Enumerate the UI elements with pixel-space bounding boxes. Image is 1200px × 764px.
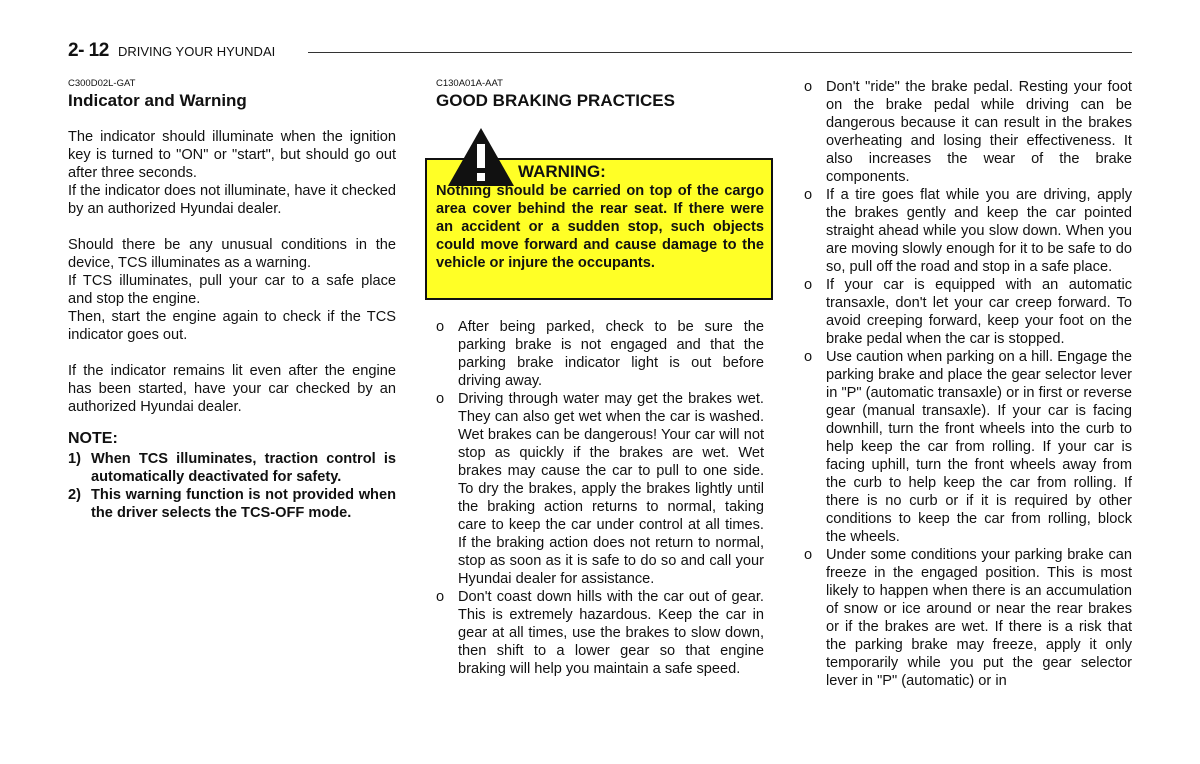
note-item bbox=[68, 450, 396, 486]
exclamation-triangle-icon bbox=[446, 126, 516, 188]
paragraph: If the indicator remains lit even after the engine has been started, have your car checked by an authorized Hyundai dealer. bbox=[68, 363, 396, 415]
section-title: DRIVING YOUR HYUNDAI bbox=[118, 44, 276, 59]
list-item-text: If a tire goes flat while you are driving, apply the brakes gently and keep the car pointed straight ahead while you slow down. When you are moving slowly enough for it to be safe to do so, pull off the road and stop in a safe place. bbox=[826, 187, 1132, 275]
section-code: C300D02L-GAT bbox=[68, 78, 136, 89]
bullet-marker: o bbox=[804, 349, 813, 365]
page-number: 2- 12 bbox=[68, 40, 109, 61]
list-item bbox=[436, 588, 764, 678]
list-item-text: Under some conditions your parking brake can freeze in the engaged position. This is most likely to happen when there is an accumulation of snow or ice around or near the rear brakes or if the brakes are wet. If there is a risk that the parking brake may freeze, apply it only temporarily while you put the gear selector lever in "P" (automatic) or in bbox=[826, 547, 1132, 689]
section-heading: Indicator and Warning bbox=[68, 91, 247, 110]
list-item bbox=[804, 186, 1132, 276]
list-item bbox=[804, 78, 1132, 186]
list-item-text: After being parked, check to be sure the parking brake is not engaged and that the parking brake indicator light is out before driving away. bbox=[458, 319, 764, 389]
paragraph: If TCS illuminates, pull your car to a safe place and stop the engine. bbox=[68, 273, 396, 307]
list-item bbox=[804, 546, 1132, 690]
braking-list bbox=[804, 78, 1132, 690]
paragraph: If the indicator does not illuminate, have it checked by an authorized Hyundai dealer. bbox=[68, 183, 396, 217]
list-item-text: If your car is equipped with an automatic transaxle, don't let your car creep forward. To avoid creeping forward, keep your foot on the brake pedal when the car is stopped. bbox=[826, 277, 1132, 347]
list-item-text: Driving through water may get the brakes wet. They can also get wet when the car is washed. Wet brakes can be dangerous! Your car will not stop as quickly if the brakes are wet. Wet brakes may cause the car to pull to one side. To dry the brakes, apply the brakes lightly until the braking action returns to normal, taking care to keep the car under control at all times. If the braking action does not return to normal, stop as soon as it is safe to do so and call your Hyundai dealer for assistance. bbox=[458, 391, 764, 587]
list-item bbox=[804, 276, 1132, 348]
paragraph: The indicator should illuminate when the ignition key is turned to "ON" or "start", but should go out after three seconds. bbox=[68, 129, 396, 181]
bullet-marker: o bbox=[804, 79, 813, 95]
paragraph: Should there be any unusual conditions in the device, TCS illuminates as a warning. bbox=[68, 237, 396, 271]
note-heading: NOTE: bbox=[68, 430, 118, 447]
header-rule bbox=[308, 52, 1132, 53]
braking-list bbox=[436, 318, 764, 678]
column-indicator-warning bbox=[68, 78, 396, 522]
note-list bbox=[68, 450, 396, 522]
note-item bbox=[68, 486, 396, 522]
list-item bbox=[436, 390, 764, 588]
warning-callout bbox=[436, 126, 764, 318]
page-header bbox=[68, 40, 1132, 64]
note-number: 2) bbox=[68, 487, 81, 503]
list-item-text: Don't coast down hills with the car out of gear. This is extremely hazardous. Keep the car in gear at all times, use the brakes to slow down, then shift to a lower gear so that engine braking will help you maintain a safe speed. bbox=[458, 589, 764, 677]
bullet-marker: o bbox=[436, 319, 445, 335]
warning-text: Nothing should be carried on top of the cargo area cover behind the rear seat. If there were an accident or a sudden stop, such objects could move forward and cause damage to the vehicle or injure the occupants. bbox=[436, 183, 764, 271]
note-text: This warning function is not provided when the driver selects the TCS-OFF mode. bbox=[91, 487, 396, 521]
bullet-marker: o bbox=[804, 277, 813, 293]
bullet-marker: o bbox=[804, 187, 813, 203]
list-item-text: Use caution when parking on a hill. Engage the parking brake and place the gear selector lever in "P" (automatic transaxle) or in first or reverse gear (manual transaxle). If your car is facing downhill, turn the front wheels into the curb to help keep the car from rolling. If your car is facing uphill, turn the front wheels away from the curb to help keep the car from rolling. If there is no curb or if it is required by other conditions to keep the car from rolling, block the wheels. bbox=[826, 349, 1132, 545]
bullet-marker: o bbox=[436, 589, 445, 605]
section-heading: GOOD BRAKING PRACTICES bbox=[436, 91, 675, 110]
warning-title: WARNING: bbox=[518, 162, 606, 181]
column-braking-practices-continued bbox=[804, 78, 1132, 690]
bullet-marker: o bbox=[436, 391, 445, 407]
note-text: When TCS illuminates, traction control is automatically deactivated for safety. bbox=[91, 451, 396, 485]
bullet-marker: o bbox=[804, 547, 813, 563]
list-item bbox=[436, 318, 764, 390]
column-braking-practices bbox=[436, 78, 764, 678]
section-code: C130A01A-AAT bbox=[436, 78, 503, 89]
list-item bbox=[804, 348, 1132, 546]
paragraph: Then, start the engine again to check if the TCS indicator goes out. bbox=[68, 309, 396, 343]
note-number: 1) bbox=[68, 451, 81, 467]
list-item-text: Don't "ride" the brake pedal. Resting your foot on the brake pedal while driving can be dangerous because it can result in the brakes overheating and losing their effectiveness. It also increases the wear of the brake components. bbox=[826, 79, 1132, 185]
